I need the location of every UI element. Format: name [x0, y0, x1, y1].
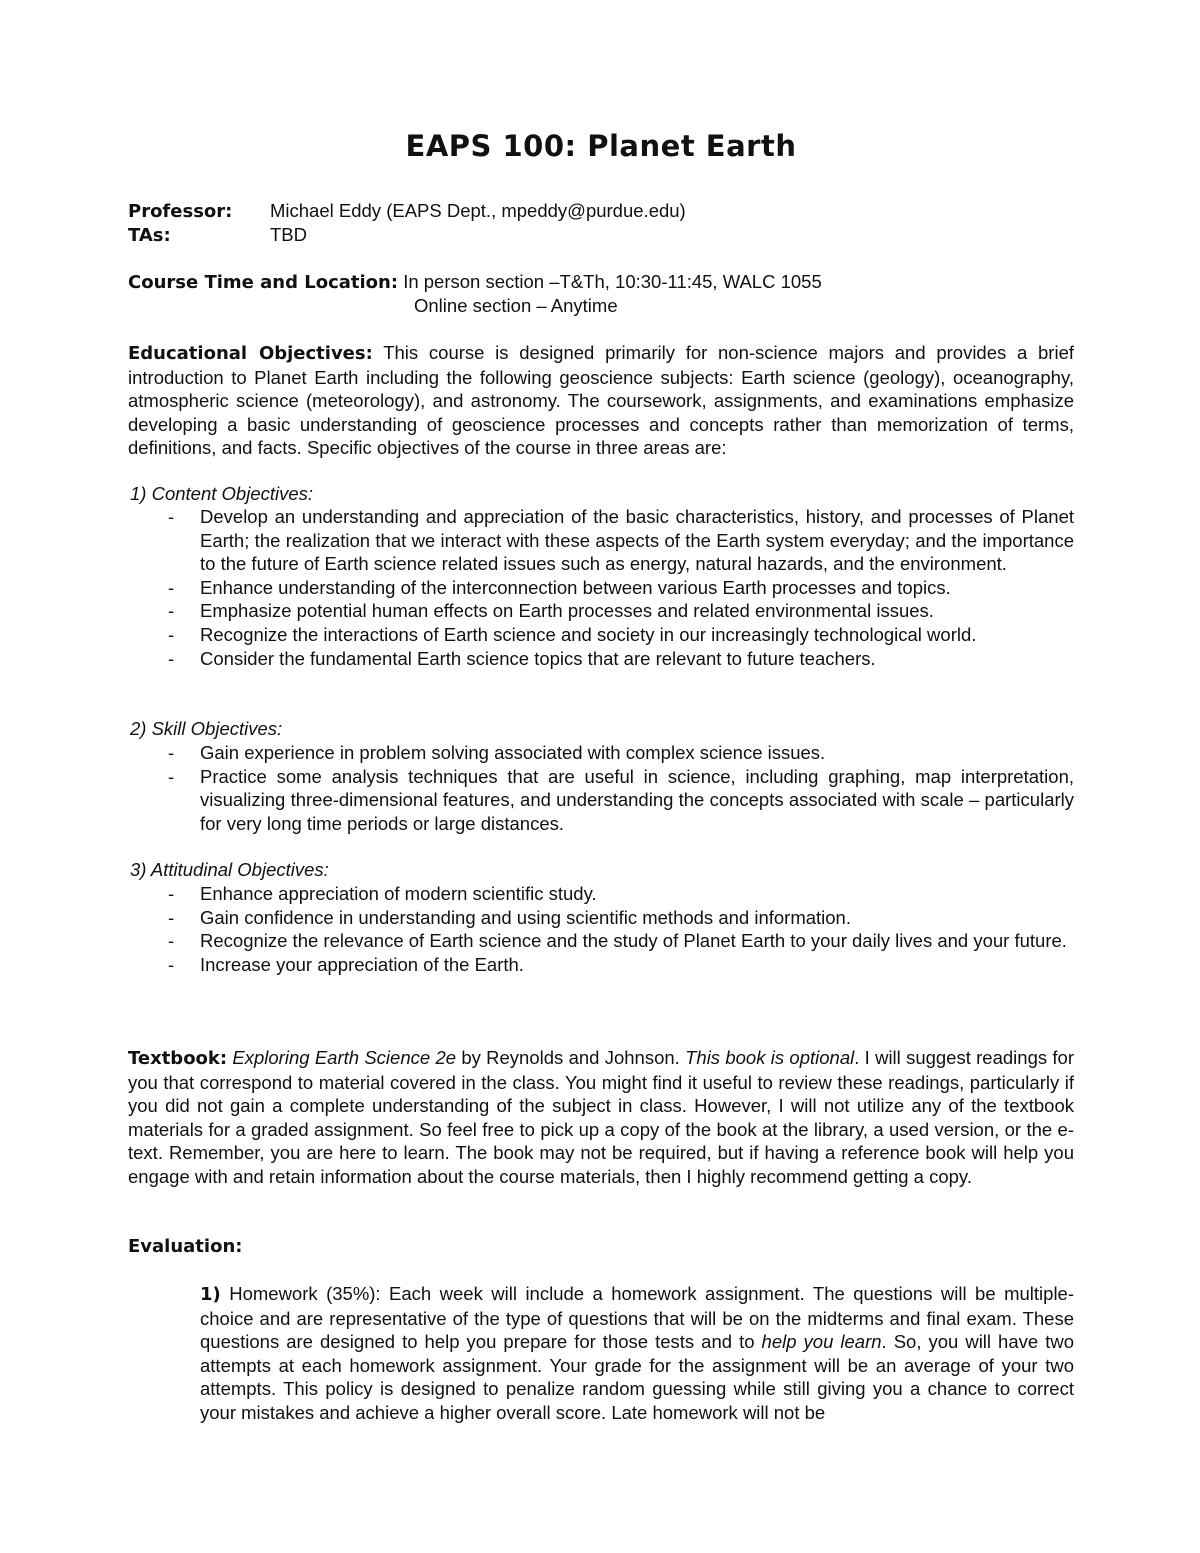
objectives-text: This course is designed primarily for non-science majors and provides a brief introduction to Planet Earth including the following geoscience subjects: Earth science (geology), oceanography, atmospheric science (meteorology), and astronomy. The coursework, assignments, and examinations emphasize developing a basic understanding of geoscience processes and concepts rather than memorization of terms, definitions, and facts. Specific objectives of the course in three areas are:: [128, 342, 1075, 459]
content-objectives-list: [128, 505, 1074, 670]
list-item: - Enhance understanding of the interconnection between various Earth processes and topics.: [168, 576, 951, 598]
textbook-title: Exploring Earth Science 2e: [232, 1047, 457, 1068]
content-objectives-heading: 1) Content Objectives:: [130, 483, 314, 504]
skill-objectives-list: [128, 741, 1074, 835]
textbook-optional-note: This book is optional: [685, 1047, 855, 1068]
course-time-label: Course Time and Location:: [128, 272, 399, 293]
list-item: - Gain confidence in understanding and using scientific methods and information.: [168, 906, 851, 928]
attitudinal-objectives-heading: 3) Attitudinal Objectives:: [130, 859, 329, 880]
tas-row: [128, 223, 307, 248]
list-item: - Practice some analysis techniques that are useful in science, including graphing, map interpretation, visualizing three-dimensional features, and understanding the concepts associated with scale – particularly for very long time periods or large distances.: [168, 765, 1074, 834]
textbook-text: . I will suggest readings for you that correspond to material covered in the class. You might find it useful to review these readings, particularly if you did not gain a complete understanding of the subject in class. However, I will not utilize any of the textbook materials for a graded assignment. So feel free to pick up a copy of the book at the library, a used version, or the e-text. Remember, you are here to learn. The book may not be required, but if having a reference book will help you engage with and retain information about the course materials, then I highly recommend getting a copy.: [128, 1047, 1074, 1187]
list-item: - Enhance appreciation of modern scientific study.: [168, 883, 597, 904]
evaluation-item-homework: [200, 1282, 1074, 1425]
textbook-authors: by Reynolds and Johnson.: [456, 1047, 686, 1068]
textbook-label: Textbook:: [128, 1048, 228, 1069]
professor-value: Michael Eddy (EAPS Dept., mpeddy@purdue.edu): [270, 200, 686, 221]
list-item: - Consider the fundamental Earth science topics that are relevant to future teachers.: [168, 647, 876, 669]
list-item: - Increase your appreciation of the Earth.: [168, 953, 524, 975]
course-title: EAPS 100: Planet Earth: [405, 129, 797, 163]
professor-label: Professor:: [128, 201, 233, 222]
tas-value: TBD: [270, 224, 307, 245]
list-item: - Develop an understanding and appreciation of the basic characteristics, history, and processes of Planet Earth; the realization that we interact with these aspects of the Earth system everyday; and the importance to the future of Earth science related issues such as energy, natural hazards, and the environment.: [168, 506, 1074, 575]
evaluation-label: Evaluation:: [128, 1236, 243, 1257]
list-item: - Emphasize potential human effects on Earth processes and related environmental issues.: [168, 600, 934, 622]
list-item: - Gain experience in problem solving associated with complex science issues.: [168, 742, 826, 763]
course-time-line2: Online section – Anytime: [414, 295, 618, 316]
course-time-row: [128, 270, 822, 295]
attitudinal-objectives-list: [128, 882, 1074, 976]
list-item: - Recognize the relevance of Earth science and the study of Planet Earth to your daily lives and your future.: [168, 930, 1067, 952]
professor-row: [128, 199, 686, 224]
evaluation-item-text-1: Homework (35%): Each week will include a homework assignment. The questions will be multiple-choice and are representative of the type of questions that will be on the midterms and final exam. These questions are designed to help you prepare for those tests and to: [200, 1283, 1074, 1353]
skill-objectives-heading: 2) Skill Objectives:: [130, 718, 283, 739]
objectives-label: Educational Objectives:: [128, 343, 373, 364]
evaluation-item-emphasis: help you learn: [761, 1331, 882, 1353]
educational-objectives: [128, 341, 1074, 460]
tas-label: TAs:: [128, 225, 171, 246]
evaluation-item-number: 1): [200, 1284, 221, 1305]
list-item: - Recognize the interactions of Earth science and society in our increasingly technological world.: [168, 623, 977, 645]
course-time-line1: In person section –T&Th, 10:30-11:45, WALC 1055: [403, 271, 822, 292]
evaluation-item-text-2: . So, you will have two attempts at each homework assignment. Your grade for the assignment will be an average of your two attempts. This policy is designed to penalize random guessing while still giving you a chance to correct your mistakes and achieve a higher overall score. Late homework will not be: [200, 1331, 1074, 1423]
textbook-section: [128, 1046, 1074, 1189]
